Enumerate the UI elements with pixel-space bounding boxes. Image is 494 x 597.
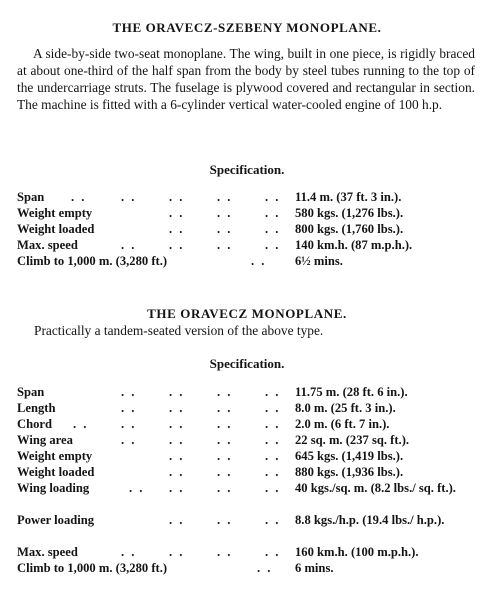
spec-value: 6½ mins. <box>295 254 343 268</box>
section2-spec-table <box>17 384 482 576</box>
section2-subtitle: Practically a tandem-seated version of the above type. <box>34 323 324 338</box>
leader-dots: . . . . . . <box>169 465 281 479</box>
section1-title: THE ORAVECZ-SZEBENY MONOPLANE. <box>112 20 382 35</box>
spec-label: Span <box>17 385 45 399</box>
spec-row <box>17 189 482 205</box>
spec-label: Climb to 1,000 m. (3,280 ft.) <box>17 254 168 268</box>
section1-spec-table <box>17 189 482 269</box>
spec-row <box>17 221 482 237</box>
leader-dots: . . . . . . <box>169 222 281 236</box>
leader-dots: . . <box>251 254 267 268</box>
leader-dots: . . . . . . . . <box>129 481 281 495</box>
spec-value: 8.0 m. (25 ft. 3 in.). <box>295 401 396 415</box>
spec-label: Length <box>17 401 56 415</box>
spec-row <box>17 400 482 416</box>
spec-value: 8.8 kgs./h.p. (19.4 lbs./ h.p.). <box>295 513 445 527</box>
spec-label: Chord <box>17 417 52 431</box>
spec-label: Wing area <box>17 433 73 447</box>
leader-dots: . . . . . . . . <box>121 385 281 399</box>
spec-value: 6 mins. <box>295 561 334 575</box>
spec-label: Max. speed <box>17 545 78 559</box>
leader-dots: . . . . . . <box>169 206 281 220</box>
leader-dots: . . . . . . . . <box>121 433 281 447</box>
spec-value: 11.4 m. (37 ft. 3 in.). <box>295 190 402 204</box>
section2-spec-heading: Specification. <box>209 356 285 371</box>
spec-row <box>17 480 482 512</box>
leader-dots: . . . . . . <box>169 449 281 463</box>
spec-label: Wing loading <box>17 481 90 495</box>
spec-row <box>17 253 482 269</box>
leader-dots: . . . . . . . . <box>121 401 281 415</box>
spec-row <box>17 560 482 576</box>
spec-row <box>17 237 482 253</box>
spec-label: Weight loaded <box>17 465 95 479</box>
spec-row <box>17 544 482 560</box>
spec-value: 40 kgs./sq. m. (8.2 lbs./ sq. ft.). <box>295 481 456 495</box>
spec-value: 800 kgs. (1,760 lbs.). <box>295 222 404 236</box>
spec-row <box>17 432 482 448</box>
spec-row <box>17 512 482 544</box>
section1-paragraph: A side-by-side two-seat monoplane. The wing, built in one piece, is rigidly braced at about one-third of the half span from the body by steel tubes running to the top of the undercarriage struts. The fuselage is plywood covered and rectangular in section. The machine is fitted with a 6-cylinder vertical water-cooled engine of 100 h.p. <box>17 46 475 112</box>
spec-value: 160 km.h. (100 m.p.h.). <box>295 545 419 559</box>
leader-dots: . . . . . . . . <box>121 238 281 252</box>
spec-label: Climb to 1,000 m. (3,280 ft.) <box>17 561 168 575</box>
section2-title: THE ORAVECZ MONOPLANE. <box>147 306 347 321</box>
spec-label: Span <box>17 190 45 204</box>
leader-dots: . . <box>257 561 273 575</box>
spec-label: Weight loaded <box>17 222 95 236</box>
spec-value: 880 kgs. (1,936 lbs.). <box>295 465 404 479</box>
spec-label: Power loading <box>17 513 95 527</box>
spec-row <box>17 448 482 464</box>
spec-value: 2.0 m. (6 ft. 7 in.). <box>295 417 390 431</box>
spec-label: Weight empty <box>17 206 93 220</box>
section1-spec-heading: Specification. <box>209 162 285 177</box>
spec-row <box>17 416 482 432</box>
spec-value: 580 kgs. (1,276 lbs.). <box>295 206 404 220</box>
leader-dots: . . . . . . . . . . <box>71 190 281 204</box>
spec-row <box>17 205 482 221</box>
spec-label: Max. speed <box>17 238 78 252</box>
leader-dots: . . . . . . . . . . <box>73 417 281 431</box>
leader-dots: . . . . . . <box>169 513 281 527</box>
spec-row <box>17 384 482 400</box>
leader-dots: . . . . . . . . <box>121 545 281 559</box>
spec-value: 11.75 m. (28 ft. 6 in.). <box>295 385 408 399</box>
spec-value: 140 km.h. (87 m.p.h.). <box>295 238 413 252</box>
spec-value: 645 kgs. (1,419 lbs.). <box>295 449 404 463</box>
spec-value: 22 sq. m. (237 sq. ft.). <box>295 433 410 447</box>
spec-label: Weight empty <box>17 449 93 463</box>
spec-row <box>17 464 482 480</box>
